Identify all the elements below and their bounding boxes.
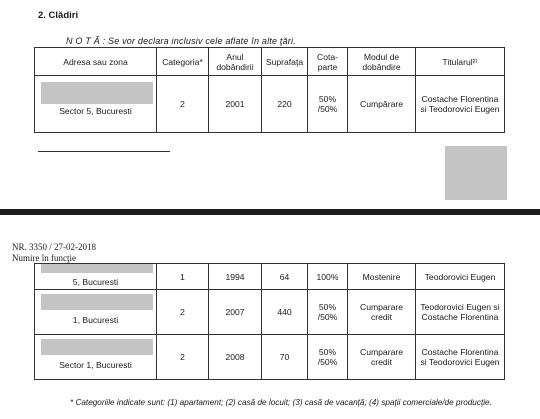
header-year: Anul dobândirii [209,48,262,76]
cell-area: 70 [262,335,308,380]
header-category: Categoria* [157,48,209,76]
cell-category: 1 [157,264,209,290]
table-row [35,290,505,335]
cell-owner: Teodorovici Eugen [416,264,505,290]
cell-category: 2 [157,290,209,335]
address-text: 5, Bucuresti [72,277,119,287]
header-owner: Titularul²⁾ [416,48,505,76]
cell-year: 2007 [209,290,262,335]
table-row [35,335,505,380]
table-row [35,76,505,133]
cell-share: 50% /50% [308,290,348,335]
cell-area: 220 [262,76,308,133]
redaction-block [41,339,153,355]
cell-share: 50% /50% [308,76,348,133]
header-address: Adresa sau zona [35,48,157,76]
cell-owner: Teodorovici Eugen si Costache Florentina [416,290,505,335]
signature-redaction [445,146,507,200]
cell-year: 1994 [209,264,262,290]
redaction-block [41,82,153,104]
address-text: Sector 1, Bucuresti [59,360,132,370]
header-area: Suprafaţa [262,48,308,76]
cell-acquisition-mode: Cumparare credit [348,290,416,335]
address-text: 1, Bucuresti [72,315,119,325]
buildings-table-page2 [34,263,505,380]
cell-acquisition-mode: Mostenire [348,264,416,290]
cell-share: 100% [308,264,348,290]
appointment-line: Numire în funcţie [12,253,76,263]
cell-area: 64 [262,264,308,290]
page-divider [0,209,540,215]
redaction-block [41,264,153,274]
cell-category: 2 [157,76,209,133]
cell-address [35,264,157,290]
signature-line [38,151,170,152]
cell-acquisition-mode: Cumparare credit [348,335,416,380]
buildings-table-page1 [34,47,505,133]
cell-address [35,335,157,380]
cell-owner: Costache Florentina si Teodorovici Eugen [416,76,505,133]
cell-share: 50% /50% [308,335,348,380]
header-share: Cota-parte [308,48,348,76]
cell-area: 440 [262,290,308,335]
section-title: 2. Clădiri [38,10,79,21]
registration-number: NR. 3350 / 27-02-2018 [12,242,96,252]
cell-year: 2008 [209,335,262,380]
table-header-row [35,48,505,76]
cell-category: 2 [157,335,209,380]
category-footnote: * Categoriile indicate sunt: (1) apartament; (2) casă de locuit; (3) casă de vacanţă; (4) spaţii comerciale/de producţie. [70,398,492,407]
redaction-block [41,294,153,310]
address-text: Sector 5, Bucuresti [59,106,132,116]
section-note: N O T Ă : Se vor declara inclusiv cele aflate în alte ţări. [66,36,296,46]
header-acquisition-mode: Modul de dobândire [348,48,416,76]
table-row [35,264,505,290]
cell-year: 2001 [209,76,262,133]
cell-address [35,76,157,133]
cell-acquisition-mode: Cumpărare [348,76,416,133]
cell-address [35,290,157,335]
cell-owner: Costache Florentina si Teodorovici Eugen [416,335,505,380]
